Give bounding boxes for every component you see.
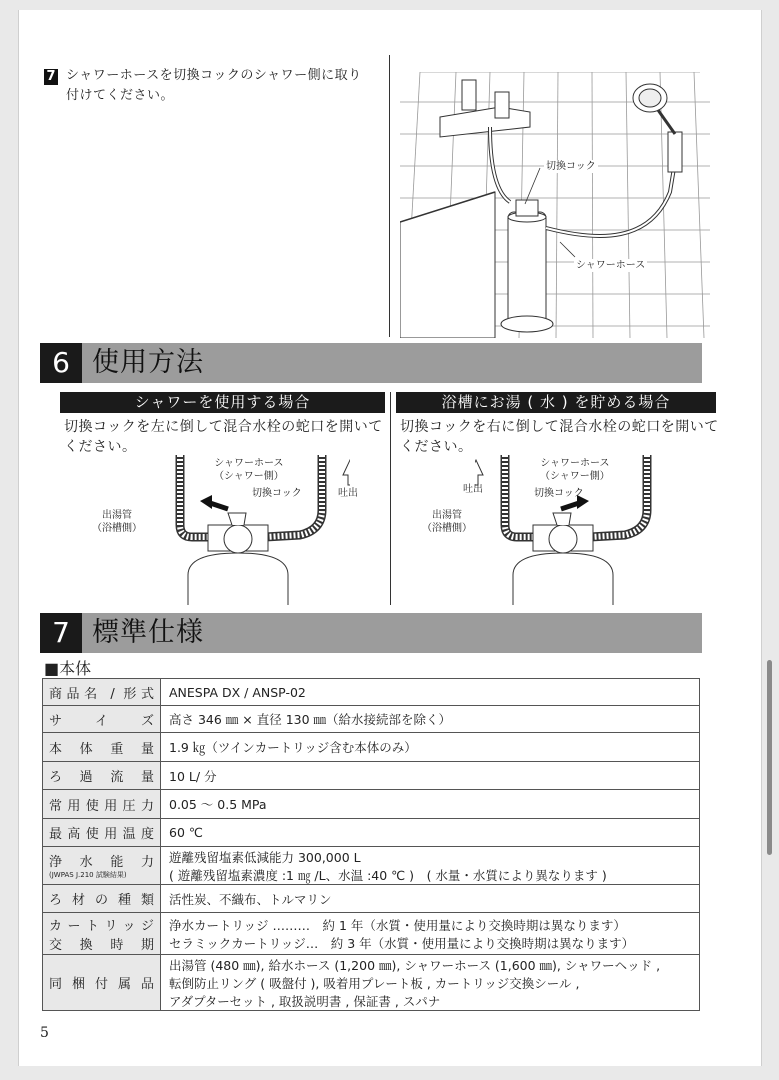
spec-key: ろ 過 流 量 [43,762,161,790]
bath-fill-text: 切換コックを右に倒して混合水栓の蛇口を開いてください。 [400,419,719,455]
left-label-hose: シャワーホース （シャワー側） [214,458,284,482]
step-instruction: シャワーホースを切換コックのシャワー側に取り付けてください。 [66,68,362,103]
right-label-hose: シャワーホース （シャワー側） [540,458,610,482]
section-number: 6 [40,343,82,383]
left-label-outlet: 吐出 [338,488,358,499]
section-6-header [40,343,702,383]
spec-value: 10 L/ 分 [161,762,700,790]
table-row [43,762,700,790]
table-row [43,790,700,819]
shower-use-text: 切換コックを左に倒して混合水栓の蛇口を開いてください。 [64,419,383,455]
right-label-pipe: 出湯管 （浴槽側） [422,510,472,534]
spec-value: 遊離残留塩素低減能力 300,000 L ( 遊離残留塩素濃度 :1 ㎎ /L、水温 :40 ℃ ) ( 水量・水質により異なります ) [161,847,700,885]
spec-value: 浄水カートリッジ ……… 約 1 年（水質・使用量により交換時期は異なります） セラミックカートリッジ… 約 3 年（水質・使用量により交換時期は異なります） [161,913,700,955]
spec-value: 高さ 346 ㎜ × 直径 130 ㎜（給水接続部を除く） [161,706,700,733]
right-label-outlet: 吐出 [463,484,483,495]
bath-fill-heading: 浴槽にお湯 ( 水 ) を貯める場合 [396,392,716,413]
spec-key: 同 梱 付 属 品 [43,955,161,1011]
table-row [43,955,700,1011]
section-number: 7 [40,613,82,653]
column-divider [389,55,390,337]
spec-subheading: ■本体 [44,659,92,678]
spec-key: 本 体 重 量 [43,733,161,762]
section-title: 標準仕様 [92,617,204,648]
spec-key: 商品名 / 形式 [43,679,161,706]
spec-value: 活性炭、不織布、トルマリン [161,885,700,913]
spec-table [42,678,700,1011]
table-row [43,706,700,733]
scrollbar[interactable] [767,660,772,855]
spec-key: カートリッジ 交 換 時 期 [43,913,161,955]
spec-key: サ イ ズ [43,706,161,733]
step-number: 7 [44,69,58,85]
spec-value: 1.9 ㎏（ツインカートリッジ含む本体のみ） [161,733,700,762]
spec-key-note: (JWPAS J.210 試験結果) [49,871,127,879]
fig-label-cock: 切換コック [546,161,596,172]
table-row [43,885,700,913]
table-row [43,847,700,885]
section-7-header [40,613,702,653]
spec-value: 0.05 ～ 0.5 MPa [161,790,700,819]
spec-key: 浄 水 能 力 (JWPAS J.210 試験結果) [43,847,161,885]
page-number: 5 [40,1025,49,1041]
fig-label-hose: シャワーホース [576,260,646,271]
table-row [43,733,700,762]
right-label-cock: 切換コック [534,488,584,499]
spec-value: 60 ℃ [161,819,700,847]
table-row [43,913,700,955]
spec-key: 最高使用温度 [43,819,161,847]
usage-divider [390,392,391,605]
spec-key: ろ 材 の 種 類 [43,885,161,913]
left-label-pipe: 出湯管 （浴槽側） [92,510,142,534]
spec-key: 常用使用圧力 [43,790,161,819]
spec-value: 出湯管 (480 ㎜), 給水ホース (1,200 ㎜), シャワーホース (1,600 ㎜), シャワーヘッド , 転倒防止リング ( 吸盤付 ), 吸着用プレート板 , カートリッジ交換シール , アダプターセット , 取扱説明書 , 保証書 , スパナ [161,955,700,1011]
installation-illustration [400,72,720,338]
left-label-cock: 切換コック [252,488,302,499]
section-title: 使用方法 [92,347,204,378]
table-row [43,819,700,847]
spec-value: ANESPA DX / ANSP-02 [161,679,700,706]
table-row [43,679,700,706]
shower-use-heading: シャワーを使用する場合 [60,392,385,413]
